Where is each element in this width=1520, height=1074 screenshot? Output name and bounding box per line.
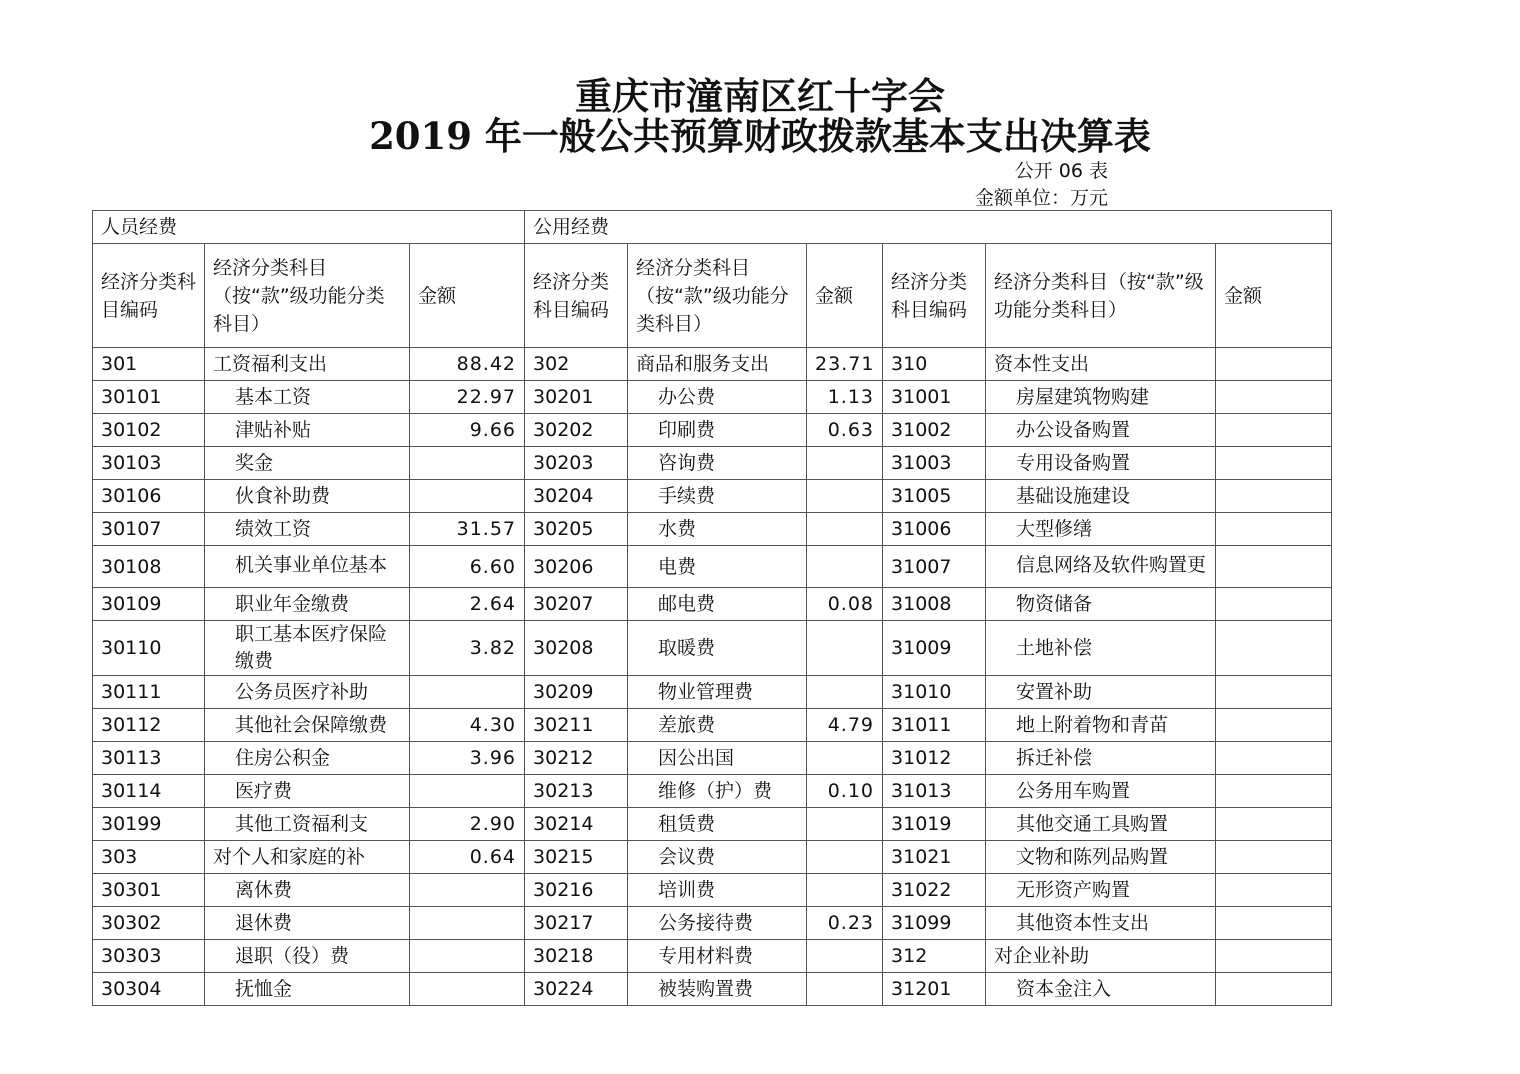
cell-item-name: 邮电费 <box>628 588 807 621</box>
cell-item-name: 水费 <box>628 513 807 546</box>
cell-item-name: 基础设施建设 <box>986 480 1216 513</box>
cell-item-name: 退休费 <box>205 907 410 940</box>
cell-item-name: 培训费 <box>628 874 807 907</box>
cell-item-name: 商品和服务支出 <box>628 348 807 381</box>
cell-amount <box>807 480 883 513</box>
cell-code: 30212 <box>525 742 628 775</box>
cell-code: 31003 <box>883 447 986 480</box>
cell-amount: 3.96 <box>410 742 525 775</box>
cell-amount <box>410 480 525 513</box>
cell-code: 30109 <box>93 588 205 621</box>
cell-amount: 0.10 <box>807 775 883 808</box>
cell-item-name: 会议费 <box>628 841 807 874</box>
cell-code: 31002 <box>883 414 986 447</box>
table-row <box>93 676 1332 709</box>
cell-item-name: 大型修缮 <box>986 513 1216 546</box>
cell-item-name: 其他交通工具购置 <box>986 808 1216 841</box>
table-row <box>93 513 1332 546</box>
cell-code: 30205 <box>525 513 628 546</box>
cell-item-name: 伙食补助费 <box>205 480 410 513</box>
cell-item-name: 印刷费 <box>628 414 807 447</box>
cell-code: 30199 <box>93 808 205 841</box>
section-public: 公用经费 <box>525 211 1332 244</box>
header-amount: 金额 <box>410 244 525 348</box>
cell-code: 31009 <box>883 621 986 676</box>
cell-item-name: 退职（役）费 <box>205 940 410 973</box>
cell-item-name: 资本金注入 <box>986 973 1216 1006</box>
cell-item-name: 公务用车购置 <box>986 775 1216 808</box>
cell-item-name: 住房公积金 <box>205 742 410 775</box>
table-row <box>93 447 1332 480</box>
cell-amount <box>1216 808 1332 841</box>
cell-amount <box>1216 973 1332 1006</box>
cell-amount <box>807 546 883 588</box>
cell-amount <box>807 940 883 973</box>
cell-code: 30216 <box>525 874 628 907</box>
cell-code: 31013 <box>883 775 986 808</box>
cell-amount <box>1216 841 1332 874</box>
table-row <box>93 709 1332 742</box>
cell-amount: 88.42 <box>410 348 525 381</box>
cell-amount: 4.79 <box>807 709 883 742</box>
column-header-row <box>93 244 1332 348</box>
table-row <box>93 940 1332 973</box>
cell-item-name: 其他工资福利支 <box>205 808 410 841</box>
cell-amount <box>1216 480 1332 513</box>
table-row <box>93 546 1332 588</box>
cell-item-name: 专用设备购置 <box>986 447 1216 480</box>
cell-item-name: 物业管理费 <box>628 676 807 709</box>
cell-amount <box>1216 447 1332 480</box>
cell-amount <box>1216 621 1332 676</box>
cell-amount <box>1216 874 1332 907</box>
table-row <box>93 742 1332 775</box>
cell-amount <box>1216 940 1332 973</box>
cell-item-name: 办公费 <box>628 381 807 414</box>
cell-amount <box>1216 414 1332 447</box>
cell-amount <box>410 447 525 480</box>
cell-item-name: 手续费 <box>628 480 807 513</box>
cell-code: 30213 <box>525 775 628 808</box>
cell-item-name: 咨询费 <box>628 447 807 480</box>
cell-item-name: 物资储备 <box>986 588 1216 621</box>
table-row <box>93 973 1332 1006</box>
cell-amount <box>410 907 525 940</box>
cell-item-name: 电费 <box>628 546 807 588</box>
cell-code: 30218 <box>525 940 628 973</box>
cell-code: 30303 <box>93 940 205 973</box>
cell-code: 31099 <box>883 907 986 940</box>
cell-amount <box>1216 709 1332 742</box>
cell-item-name: 绩效工资 <box>205 513 410 546</box>
cell-amount: 0.64 <box>410 841 525 874</box>
cell-amount: 22.97 <box>410 381 525 414</box>
cell-item-name: 公务员医疗补助 <box>205 676 410 709</box>
cell-code: 30113 <box>93 742 205 775</box>
cell-code: 31007 <box>883 546 986 588</box>
header-code: 经济分类科目编码 <box>525 244 628 348</box>
header-amount: 金额 <box>807 244 883 348</box>
table-body <box>93 348 1332 1006</box>
cell-code: 31011 <box>883 709 986 742</box>
cell-amount <box>1216 348 1332 381</box>
cell-code: 303 <box>93 841 205 874</box>
cell-code: 30111 <box>93 676 205 709</box>
cell-code: 30209 <box>525 676 628 709</box>
cell-item-name: 公务接待费 <box>628 907 807 940</box>
report-title-main: 2019 年一般公共预算财政拨款基本支出决算表 <box>369 114 1151 158</box>
cell-code: 30206 <box>525 546 628 588</box>
cell-amount <box>1216 742 1332 775</box>
cell-code: 31008 <box>883 588 986 621</box>
cell-code: 301 <box>93 348 205 381</box>
cell-item-name: 其他社会保障缴费 <box>205 709 410 742</box>
cell-amount <box>410 775 525 808</box>
cell-item-name: 房屋建筑物购建 <box>986 381 1216 414</box>
cell-amount: 31.57 <box>410 513 525 546</box>
cell-code: 30114 <box>93 775 205 808</box>
cell-amount <box>807 874 883 907</box>
cell-code: 31012 <box>883 742 986 775</box>
cell-item-name: 专用材料费 <box>628 940 807 973</box>
cell-code: 312 <box>883 940 986 973</box>
cell-code: 30301 <box>93 874 205 907</box>
cell-amount: 2.90 <box>410 808 525 841</box>
cell-text: 机关事业单位基本 <box>235 554 388 576</box>
expenditure-table <box>92 210 1332 1006</box>
cell-code: 30110 <box>93 621 205 676</box>
cell-amount: 4.30 <box>410 709 525 742</box>
cell-item-name: 资本性支出 <box>986 348 1216 381</box>
cell-code: 31005 <box>883 480 986 513</box>
cell-code: 30107 <box>93 513 205 546</box>
cell-item-name <box>986 546 1216 588</box>
table-row <box>93 874 1332 907</box>
header-name: 经济分类科目（按“款”级功能分类科目） <box>628 244 807 348</box>
cell-code: 30215 <box>525 841 628 874</box>
cell-code: 30208 <box>525 621 628 676</box>
section-personnel: 人员经费 <box>93 211 525 244</box>
cell-item-name: 奖金 <box>205 447 410 480</box>
cell-code: 31010 <box>883 676 986 709</box>
cell-item-name: 离休费 <box>205 874 410 907</box>
cell-code: 30202 <box>525 414 628 447</box>
header-amount: 金额 <box>1216 244 1332 348</box>
cell-code: 31001 <box>883 381 986 414</box>
cell-amount: 2.64 <box>410 588 525 621</box>
cell-item-name: 因公出国 <box>628 742 807 775</box>
cell-code: 30101 <box>93 381 205 414</box>
cell-item-name: 工资福利支出 <box>205 348 410 381</box>
cell-item-name <box>205 546 410 588</box>
table-row <box>93 381 1332 414</box>
section-header-row <box>93 211 1332 244</box>
cell-item-name <box>205 621 410 676</box>
cell-amount: 0.63 <box>807 414 883 447</box>
header-code: 经济分类科目编码 <box>883 244 986 348</box>
cell-item-name: 差旅费 <box>628 709 807 742</box>
cell-item-name: 安置补助 <box>986 676 1216 709</box>
cell-amount: 9.66 <box>410 414 525 447</box>
cell-item-name: 地上附着物和青苗 <box>986 709 1216 742</box>
cell-code: 31021 <box>883 841 986 874</box>
cell-item-name: 职业年金缴费 <box>205 588 410 621</box>
cell-amount <box>1216 676 1332 709</box>
form-number: 公开 06 表 <box>1014 160 1108 182</box>
cell-code: 30214 <box>525 808 628 841</box>
cell-code: 30217 <box>525 907 628 940</box>
cell-code: 30302 <box>93 907 205 940</box>
cell-item-name: 土地补偿 <box>986 621 1216 676</box>
cell-item-name: 其他资本性支出 <box>986 907 1216 940</box>
table-row <box>93 808 1332 841</box>
cell-code: 30207 <box>525 588 628 621</box>
cell-code: 302 <box>525 348 628 381</box>
cell-item-name: 文物和陈列品购置 <box>986 841 1216 874</box>
cell-amount <box>1216 907 1332 940</box>
header-name: 经济分类科目（按“款”级功能分类科目） <box>986 244 1216 348</box>
cell-amount <box>807 513 883 546</box>
cell-amount <box>410 874 525 907</box>
cell-amount <box>807 841 883 874</box>
cell-amount: 0.08 <box>807 588 883 621</box>
cell-item-name: 无形资产购置 <box>986 874 1216 907</box>
cell-code: 30103 <box>93 447 205 480</box>
cell-item-name: 办公设备购置 <box>986 414 1216 447</box>
cell-code: 30211 <box>525 709 628 742</box>
cell-item-name: 对企业补助 <box>986 940 1216 973</box>
report-title-org: 重庆市潼南区红十字会 <box>575 74 945 118</box>
cell-item-name: 租赁费 <box>628 808 807 841</box>
cell-text: 职工基本医疗保险缴费 <box>235 623 388 672</box>
cell-code: 30304 <box>93 973 205 1006</box>
table-row <box>93 621 1332 676</box>
cell-amount: 1.13 <box>807 381 883 414</box>
cell-amount: 6.60 <box>410 546 525 588</box>
header-code: 经济分类科目编码 <box>93 244 205 348</box>
cell-code: 30201 <box>525 381 628 414</box>
cell-amount <box>1216 775 1332 808</box>
cell-amount <box>1216 513 1332 546</box>
table-row <box>93 414 1332 447</box>
cell-code: 30112 <box>93 709 205 742</box>
cell-amount <box>410 676 525 709</box>
table-row <box>93 480 1332 513</box>
amount-unit: 金额单位：万元 <box>974 187 1108 209</box>
cell-item-name: 医疗费 <box>205 775 410 808</box>
header-name: 经济分类科目（按“款”级功能分类科目） <box>205 244 410 348</box>
cell-amount <box>807 676 883 709</box>
cell-item-name: 取暖费 <box>628 621 807 676</box>
cell-code: 31022 <box>883 874 986 907</box>
table-row <box>93 348 1332 381</box>
cell-code: 30102 <box>93 414 205 447</box>
table-row <box>93 841 1332 874</box>
cell-amount <box>1216 546 1332 588</box>
cell-amount <box>1216 381 1332 414</box>
cell-amount <box>410 940 525 973</box>
cell-item-name: 维修（护）费 <box>628 775 807 808</box>
cell-code: 31201 <box>883 973 986 1006</box>
cell-code: 30224 <box>525 973 628 1006</box>
table-row <box>93 775 1332 808</box>
table-row <box>93 588 1332 621</box>
cell-amount <box>807 808 883 841</box>
cell-amount <box>807 621 883 676</box>
cell-amount: 23.71 <box>807 348 883 381</box>
cell-item-name: 津贴补贴 <box>205 414 410 447</box>
cell-amount: 0.23 <box>807 907 883 940</box>
cell-code: 31006 <box>883 513 986 546</box>
cell-code: 30204 <box>525 480 628 513</box>
cell-amount <box>807 447 883 480</box>
cell-amount <box>1216 588 1332 621</box>
cell-code: 31019 <box>883 808 986 841</box>
cell-amount <box>410 973 525 1006</box>
cell-code: 310 <box>883 348 986 381</box>
cell-item-name: 抚恤金 <box>205 973 410 1006</box>
cell-text: 信息网络及软件购置更 <box>1016 554 1207 576</box>
cell-amount: 3.82 <box>410 621 525 676</box>
cell-item-name: 被装购置费 <box>628 973 807 1006</box>
cell-amount <box>807 973 883 1006</box>
cell-amount <box>807 742 883 775</box>
cell-item-name: 对个人和家庭的补 <box>205 841 410 874</box>
cell-item-name: 拆迁补偿 <box>986 742 1216 775</box>
cell-code: 30203 <box>525 447 628 480</box>
cell-code: 30108 <box>93 546 205 588</box>
table-row <box>93 907 1332 940</box>
cell-code: 30106 <box>93 480 205 513</box>
cell-item-name: 基本工资 <box>205 381 410 414</box>
